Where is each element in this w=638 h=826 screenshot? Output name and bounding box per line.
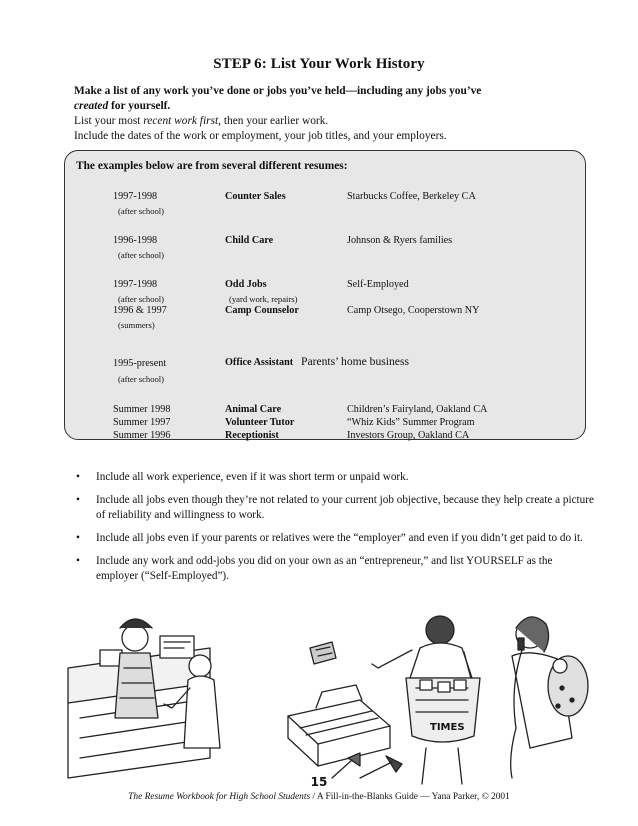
example-date-note: (after school) bbox=[118, 374, 165, 384]
list-item: • Include all work experience, even if it was short term or unpaid work. bbox=[76, 471, 409, 483]
list-item: • Include any work and odd-jobs you did on your own as an “entrepreneur,” and list YOURSELF as the employer (“Self-Employed”). bbox=[76, 555, 553, 582]
tips-list bbox=[76, 470, 596, 592]
example-date: Summer 1998 bbox=[113, 404, 171, 415]
list-item: • Include all jobs even though they’re not related to your current job objective, because they help create a picture of reliability and willingness to work. bbox=[76, 494, 594, 521]
example-date-note: (after school) bbox=[118, 206, 165, 216]
example-job-title: Child Care bbox=[225, 235, 274, 246]
example-job-note: (yard work, repairs) bbox=[229, 294, 298, 304]
bullet-icon: • bbox=[76, 532, 80, 544]
example-job-title: Odd Jobs bbox=[225, 279, 267, 290]
example-employer: Investors Group, Oakland CA bbox=[347, 430, 470, 441]
bullet-icon: • bbox=[76, 471, 80, 483]
intro-line-4: Include the dates of the work or employment, your job titles, and your employers. bbox=[74, 130, 447, 142]
example-employer: Starbucks Coffee, Berkeley CA bbox=[347, 191, 476, 202]
work-illustrations bbox=[60, 608, 620, 786]
list-item: • Include all jobs even if your parents or relatives were the “employer” and even if you didn’t get paid to do it. bbox=[76, 532, 583, 544]
example-date-note: (after school) bbox=[118, 294, 165, 304]
example-job-title: Office Assistant bbox=[225, 357, 294, 368]
page-footer: The Resume Workbook for High School Students / A Fill-in-the-Blanks Guide — Yana Parker, © 2001 bbox=[128, 792, 510, 802]
example-date: Summer 1996 bbox=[113, 430, 171, 441]
example-date-note: (after school) bbox=[118, 250, 165, 260]
example-job-title: Receptionist bbox=[225, 430, 279, 441]
bullet-icon: • bbox=[76, 555, 80, 567]
newsbag-label: TIMES bbox=[430, 722, 465, 733]
example-employer: Self-Employed bbox=[347, 279, 409, 290]
example-job-title: Counter Sales bbox=[225, 191, 286, 202]
example-employer: Children’s Fairyland, Oakland CA bbox=[347, 404, 488, 415]
intro-line-1: Make a list of any work you’ve done or jobs you’ve held—including any jobs you’ve bbox=[74, 85, 482, 97]
cashier-illustration bbox=[68, 619, 220, 778]
example-employer: Parents’ home business bbox=[301, 355, 409, 368]
example-date: 1997-1998 bbox=[113, 279, 158, 290]
example-employer: Johnson & Ryers families bbox=[347, 235, 453, 246]
babysitter-illustration bbox=[511, 617, 588, 778]
intro-line-3: List your most recent work first, then your earlier work. bbox=[74, 115, 329, 127]
example-job-title: Volunteer Tutor bbox=[225, 417, 295, 428]
example-date-note: (summers) bbox=[118, 320, 155, 330]
toolbox-illustration bbox=[288, 642, 402, 778]
page-title: STEP 6: List Your Work History bbox=[213, 56, 425, 72]
example-date: 1997-1998 bbox=[113, 191, 158, 202]
example-date: 1995-present bbox=[113, 358, 167, 369]
example-job-title: Animal Care bbox=[225, 404, 282, 415]
example-date: 1996-1998 bbox=[113, 235, 158, 246]
example-date: 1996 & 1997 bbox=[113, 305, 167, 316]
example-employer: Camp Otsego, Cooperstown NY bbox=[347, 305, 480, 316]
example-employer: “Whiz Kids” Summer Program bbox=[347, 417, 475, 428]
example-date: Summer 1997 bbox=[113, 417, 171, 428]
example-job-title: Camp Counselor bbox=[225, 305, 299, 316]
intro-line-2: created for yourself. bbox=[74, 100, 171, 112]
bullet-icon: • bbox=[76, 494, 80, 506]
intro-text bbox=[74, 84, 594, 144]
page-number: 15 bbox=[310, 775, 328, 789]
examples-heading: The examples below are from several different resumes: bbox=[76, 160, 348, 172]
